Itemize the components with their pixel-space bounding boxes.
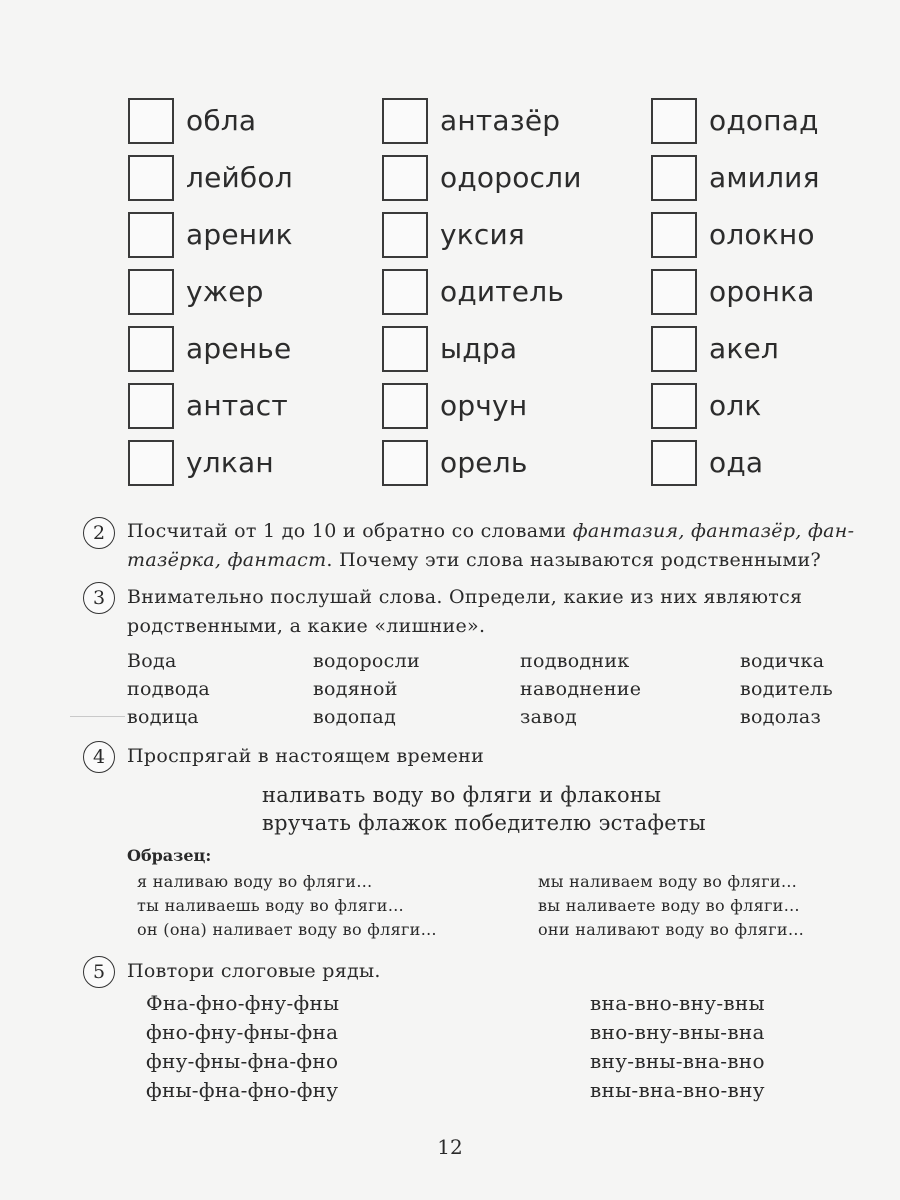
word-row	[651, 92, 820, 149]
answer-box[interactable]	[651, 440, 697, 486]
word-list-column-3	[520, 647, 641, 731]
word-row	[651, 206, 820, 263]
answer-box[interactable]	[128, 155, 174, 201]
word-fragment: амилия	[709, 161, 820, 194]
task-2-italic-words-2: тазёрка, фантаст	[127, 549, 327, 571]
task-2-text-b: . Почему эти слова называются родственными?	[326, 549, 821, 571]
word-row	[382, 320, 582, 377]
syllable-row: Фна-фно-фну-фны	[146, 991, 340, 1015]
word-column-3	[651, 92, 820, 491]
word-row	[128, 320, 293, 377]
word-fragment: обла	[186, 104, 257, 137]
sample-line: вы наливаете воду во фляги…	[538, 896, 800, 915]
sample-line: они наливают воду во фляги…	[538, 920, 805, 939]
sample-right-column	[538, 870, 804, 942]
word-list-column-1	[127, 647, 210, 731]
word-row	[382, 206, 582, 263]
syllable-column-right	[590, 989, 765, 1105]
word-fragment: ыдра	[440, 332, 518, 365]
answer-box[interactable]	[128, 326, 174, 372]
word-row	[128, 263, 293, 320]
word-list-item: Вода	[127, 650, 177, 672]
answer-box[interactable]	[382, 383, 428, 429]
task-number-5: 5	[83, 956, 115, 988]
answer-box[interactable]	[651, 269, 697, 315]
sample-left-column	[137, 870, 437, 942]
task-2-italic-words: фантазия, фантазёр, фан-	[572, 520, 855, 542]
answer-box[interactable]	[128, 269, 174, 315]
word-list-item: подводник	[520, 650, 630, 672]
word-column-1	[128, 92, 293, 491]
phrase-1: наливать воду во фляги и флаконы	[262, 783, 662, 807]
sample-label: Образец:	[127, 846, 212, 865]
syllable-column-left	[146, 989, 339, 1105]
word-list-item: завод	[520, 706, 578, 728]
word-fragment: антаст	[186, 389, 288, 422]
word-row	[651, 149, 820, 206]
word-fragment: орель	[440, 446, 528, 479]
answer-box[interactable]	[651, 212, 697, 258]
task-2-text	[127, 517, 867, 575]
word-row	[651, 263, 820, 320]
word-list-item: водяной	[313, 678, 398, 700]
answer-box[interactable]	[128, 383, 174, 429]
word-fragment: ареник	[186, 218, 293, 251]
answer-box[interactable]	[128, 98, 174, 144]
word-list-column-2	[313, 647, 420, 731]
word-row	[382, 92, 582, 149]
syllable-row: вну-вны-вна-вно	[590, 1049, 765, 1073]
task-3-line-2: родственными, а какие «лишние».	[127, 615, 486, 637]
task-4-text: Проспрягай в настоящем времени	[127, 745, 485, 767]
task-number-4: 4	[83, 741, 115, 773]
word-fragment: аренье	[186, 332, 292, 365]
word-fragment: одопад	[709, 104, 819, 137]
answer-box[interactable]	[382, 326, 428, 372]
answer-box[interactable]	[651, 155, 697, 201]
task-3-text	[127, 583, 867, 641]
task-number-3: 3	[83, 582, 115, 614]
task-number-2: 2	[83, 517, 115, 549]
word-row	[128, 149, 293, 206]
word-list-item: водопад	[313, 706, 397, 728]
sample-line: я наливаю воду во фляги…	[137, 872, 373, 891]
print-mark	[70, 716, 125, 717]
answer-box[interactable]	[651, 383, 697, 429]
answer-box[interactable]	[382, 269, 428, 315]
word-row	[651, 434, 820, 491]
word-fragment: улкан	[186, 446, 274, 479]
word-fragment: ужер	[186, 275, 264, 308]
word-list-item: подвода	[127, 678, 211, 700]
word-fragment: уксия	[440, 218, 525, 251]
word-row	[128, 377, 293, 434]
word-fragment: одитель	[440, 275, 565, 308]
page-number: 12	[437, 1135, 463, 1159]
word-fragment: олокно	[709, 218, 815, 251]
syllable-row: вна-вно-вну-вны	[590, 991, 765, 1015]
sample-line: ты наливаешь воду во фляги…	[137, 896, 405, 915]
word-list-item: водитель	[740, 678, 834, 700]
word-row	[651, 377, 820, 434]
word-row	[382, 377, 582, 434]
answer-box[interactable]	[382, 440, 428, 486]
word-fragment: орчун	[440, 389, 528, 422]
answer-box[interactable]	[382, 212, 428, 258]
word-fragment: олк	[709, 389, 762, 422]
word-row	[651, 320, 820, 377]
word-fragment: антазёр	[440, 104, 561, 137]
word-list-item: водолаз	[740, 706, 822, 728]
syllable-row: вны-вна-вно-вну	[590, 1078, 765, 1102]
task-2-text-a: Посчитай от 1 до 10 и обратно со словами	[127, 520, 573, 542]
syllable-row: вно-вну-вны-вна	[590, 1020, 765, 1044]
word-row	[128, 206, 293, 263]
word-list-item: водичка	[740, 650, 825, 672]
syllable-row: фну-фны-фна-фно	[146, 1049, 339, 1073]
answer-box[interactable]	[651, 98, 697, 144]
word-row	[382, 263, 582, 320]
task-5-text: Повтори слоговые ряды.	[127, 960, 381, 982]
word-fragment: лейбол	[186, 161, 293, 194]
word-row	[382, 434, 582, 491]
word-column-2	[382, 92, 582, 491]
syllable-row: фны-фна-фно-фну	[146, 1078, 339, 1102]
word-fragment: оронка	[709, 275, 815, 308]
answer-box[interactable]	[382, 155, 428, 201]
sample-line: он (она) наливает воду во фляги…	[137, 920, 437, 939]
task-3-line-1: Внимательно послушай слова. Определи, какие из них являются	[127, 586, 803, 608]
word-fragment: ода	[709, 446, 764, 479]
word-row	[128, 434, 293, 491]
word-list-column-4	[740, 647, 833, 731]
word-list-item: водоросли	[313, 650, 420, 672]
word-fragment: акел	[709, 332, 779, 365]
word-list-item: наводнение	[520, 678, 642, 700]
answer-box[interactable]	[651, 326, 697, 372]
word-list-item: водица	[127, 706, 199, 728]
answer-box[interactable]	[128, 440, 174, 486]
word-row	[128, 92, 293, 149]
syllable-row: фно-фну-фны-фна	[146, 1020, 339, 1044]
answer-box[interactable]	[128, 212, 174, 258]
sample-line: мы наливаем воду во фляги…	[538, 872, 798, 891]
answer-box[interactable]	[382, 98, 428, 144]
phrase-2: вручать флажок победителю эстафеты	[262, 811, 706, 835]
word-row	[382, 149, 582, 206]
word-fragment: одоросли	[440, 161, 582, 194]
